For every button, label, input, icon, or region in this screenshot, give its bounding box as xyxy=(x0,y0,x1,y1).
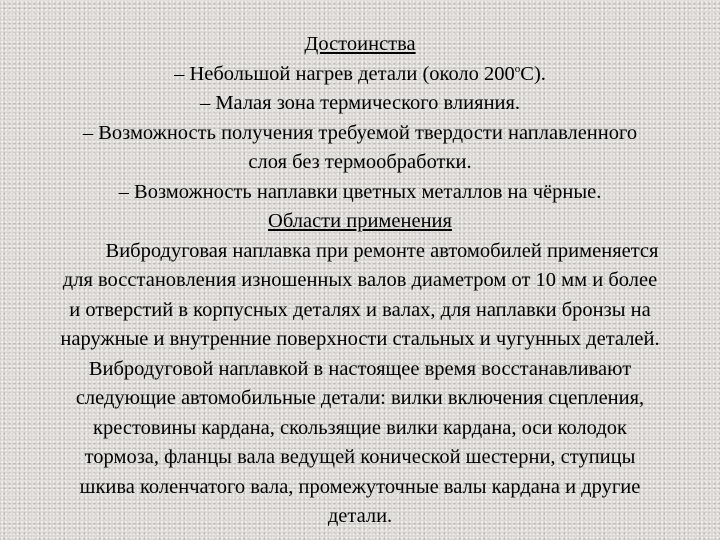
advantage-item-1 xyxy=(8,60,712,90)
advantages-heading: Достоинства xyxy=(304,33,416,55)
applications-paragraph xyxy=(8,237,712,532)
applications-line xyxy=(8,237,712,267)
advantage-item-3-line-2: слоя без термообработки. xyxy=(248,151,472,173)
applications-line: крестовины кардана, скользящие вилки кардана, оси колодок xyxy=(93,416,627,439)
advantage-item-2: – Малая зона термического влияния. xyxy=(199,92,521,114)
advantage-item-3-line-1: – Возможность получения требуемой твердости наплавленного xyxy=(82,121,638,144)
applications-line: наружные и внутренние поверхности стальных и чугунных деталей. xyxy=(60,328,660,350)
advantages-section xyxy=(8,30,712,60)
degree-mark: о xyxy=(514,62,521,75)
applications-line-text: Вибродуговая наплавка при ремонте автомобилей применяется xyxy=(105,239,659,262)
applications-line: тормоза, фланцы вала ведущей конической шестерни, ступицы xyxy=(84,446,636,468)
advantage-item-4: – Возможность наплавки цветных металлов на чёрные. xyxy=(118,180,602,203)
applications-line: следующие автомобильные детали: вилки включения сцепления, xyxy=(75,387,645,409)
applications-section xyxy=(8,207,712,237)
applications-line: Вибродуговой наплавкой в настоящее время восстанавливают xyxy=(88,357,632,380)
applications-line: и отверстий в корпусных деталях и валах, для наплавки бронзы на xyxy=(69,298,651,321)
applications-heading: Области применения xyxy=(268,210,452,232)
advantage-item-1-unit: С). xyxy=(520,62,546,85)
applications-line: детали. xyxy=(327,505,393,527)
applications-line: шкива коленчатого вала, промежуточные валы кардана и другие xyxy=(79,475,641,498)
advantage-item-1-text: – Небольшой нагрев детали (около 200 xyxy=(174,62,515,85)
applications-line: для восстановления изношенных валов диаметром от 10 мм и более xyxy=(62,269,658,291)
